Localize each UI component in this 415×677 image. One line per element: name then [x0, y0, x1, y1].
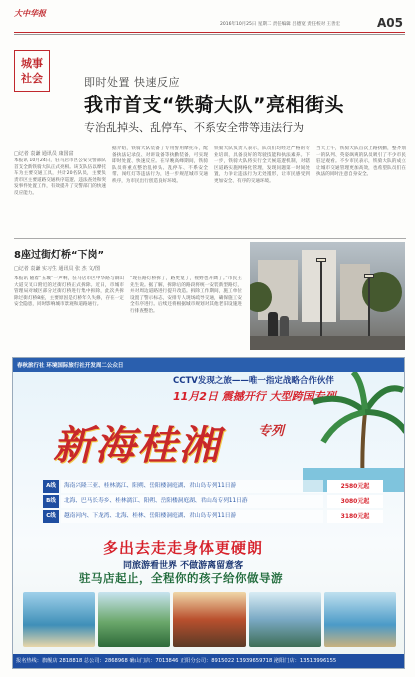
- second-column-2: [130, 276, 242, 350]
- masthead: 大中华报: [14, 9, 46, 18]
- route-row: [43, 510, 383, 523]
- ad-top-bar: 春秋旅行社 环境国际旅行社开发周二公众日: [13, 358, 405, 372]
- route-price: 3080元起: [327, 495, 383, 508]
- section-label-line2: 社会: [21, 72, 43, 85]
- route-tag: B线: [43, 495, 59, 508]
- ad-photo-strip: [23, 592, 396, 647]
- route-row: [43, 495, 383, 508]
- pavilion-photo: [173, 592, 245, 647]
- route-description: 北海、巴马长寿乡、桂林漓江、阳朔、岳阳楼洞庭湖、君山岛专列11日游: [61, 495, 323, 508]
- lead-column-1: [14, 158, 106, 232]
- lead-headline: 我市首支“铁骑大队”亮相街头: [84, 94, 344, 116]
- section-label-line1: 城事: [21, 57, 43, 70]
- lead-column-1-text: 本报讯 10月24日，驻马店市区公安交警部队首支全新铁骑大队正式亮相。该支队伍以摩托车为主要交通工具，共计20名队员，主要负责市区主要道路交通秩序巡逻、违法查处和突发事件处置工作，有效提升了交警部门的快速反应能力。: [14, 158, 106, 196]
- palm-tree-icon: [303, 372, 405, 492]
- header-rule: [14, 32, 405, 33]
- bay-photo: [249, 592, 321, 647]
- island-photo: [324, 592, 396, 647]
- ad-contact-bar: 报名热线：旗舰店 2818818 总公司：2868968 确山门店：7013846 正阳分公司：8915022 13939659718 泌阳门店：13513996155: [13, 654, 405, 668]
- travel-advertisement: [12, 357, 405, 669]
- second-column-1: [14, 276, 124, 350]
- route-price: 3180元起: [327, 510, 383, 523]
- ad-brand-seal: 专列: [258, 424, 285, 439]
- second-column-2-text: “现在路灯桥拆了，路更宽了，视野也开阔了。”市民王先生说。据了解，拆除后的路段将统一安装新型路灯，并对周边道路进行提升改造。拆除工作期间，施工单位设置了警示标志，安排专人现场疏导交通，确保施工安全有序进行。后续还将根据城市规划对其他老旧设施进行排查整治。: [130, 276, 242, 314]
- section-divider: [14, 238, 406, 239]
- lead-column-3: [214, 146, 310, 232]
- route-description: 越南河内、下龙湾、北海、桂林、岳阳楼洞庭湖、君山岛专列11日游: [61, 510, 323, 523]
- second-story-byline: □记者 袁谦 实习生 通讯员 张 杰 文/图: [14, 266, 100, 272]
- second-column-1-text: 本报讯 随着“五城”一声响，驻马店市区中华路与铜山大道交叉口附近的过街灯桥正式拆除。近日，市城市管理局对城区部分过街灯桥进行集中拆除，此次共拆除过街灯桥8座，主要原因是灯桥年久失修，存在一定安全隐患，同时影响城市景观和道路通行。: [14, 276, 124, 308]
- street-photo: [250, 242, 405, 350]
- beach-photo: [23, 592, 95, 647]
- issue-meta: 2016年10月25日 星期二 责任编辑 吕德宽 责任校对 王善宏: [220, 22, 341, 27]
- lead-byline: □记者 袁谦 通讯员 康国富: [14, 151, 74, 157]
- route-row: [43, 480, 383, 493]
- ad-tagline: 多出去走走身体更硬朗: [103, 539, 264, 557]
- ad-date-line: 11月2日 震撼开行 大型跨国专列: [173, 390, 336, 403]
- ad-brand-title: 新海桂湘: [53, 422, 221, 469]
- section-label: [14, 50, 50, 92]
- lead-column-2-text: 据介绍，铁骑大队装备了专用警用摩托车，配备执法记录仪、对讲设备等执勤装备，可实现即时处置、快速反应。在早晚高峰期间，铁骑队员将重点整治乱掉头、乱停车、不系安全带、闯红灯等违法行为，进一步规范城市交通秩序，为市民出行创造良好环境。: [112, 146, 208, 184]
- lead-column-3-text: 铁骑大队负责人表示，队员们均经过严格的专业培训，具备良好的驾驶技能和执法素养。下一步，铁骑大队将实行全天候巡逻机制，对辖区道路实施网格化管理，发现问题第一时间处置，力争让违法行为无处遁形，让市民感受到更加安全、有序的交通环境。: [214, 146, 310, 184]
- lead-subhead: 专治乱掉头、乱停车、不系安全带等违法行为: [84, 121, 304, 134]
- lead-column-4: [316, 146, 406, 232]
- route-price: 2580元起: [327, 480, 383, 493]
- lead-column-4-text: 当天上午，铁骑大队首次上路执勤，整齐划一的队列、英姿飒爽的队员吸引了不少市民驻足观看。不少市民表示，铁骑大队的成立让城市交通管理更加高效，也希望队员们在执法的同时注意自身安全。: [316, 146, 406, 178]
- lead-column-2: [112, 146, 208, 232]
- ad-subtagline: 同旅游看世界 不做游离留意客: [123, 561, 244, 571]
- route-tag: C线: [43, 510, 59, 523]
- route-description: 海南兴隆三亚、桂林漓江、阳朔、岳阳楼洞庭湖、君山岛专列11日游: [61, 480, 323, 493]
- ad-slogan: CCTV发现之旅——唯一指定战略合作伙伴: [173, 376, 334, 386]
- header-rule-thin: [14, 34, 405, 35]
- route-tag: A线: [43, 480, 59, 493]
- karst-photo: [98, 592, 170, 647]
- route-list: [43, 480, 383, 525]
- ad-promo-line: 驻马店起止，全程你的孩子给你做导游: [79, 571, 283, 585]
- page-number: A05: [377, 16, 403, 30]
- lead-kicker: 即时处置 快速反应: [84, 76, 180, 89]
- second-story-title: 8座过街灯桥“下岗”: [14, 250, 105, 261]
